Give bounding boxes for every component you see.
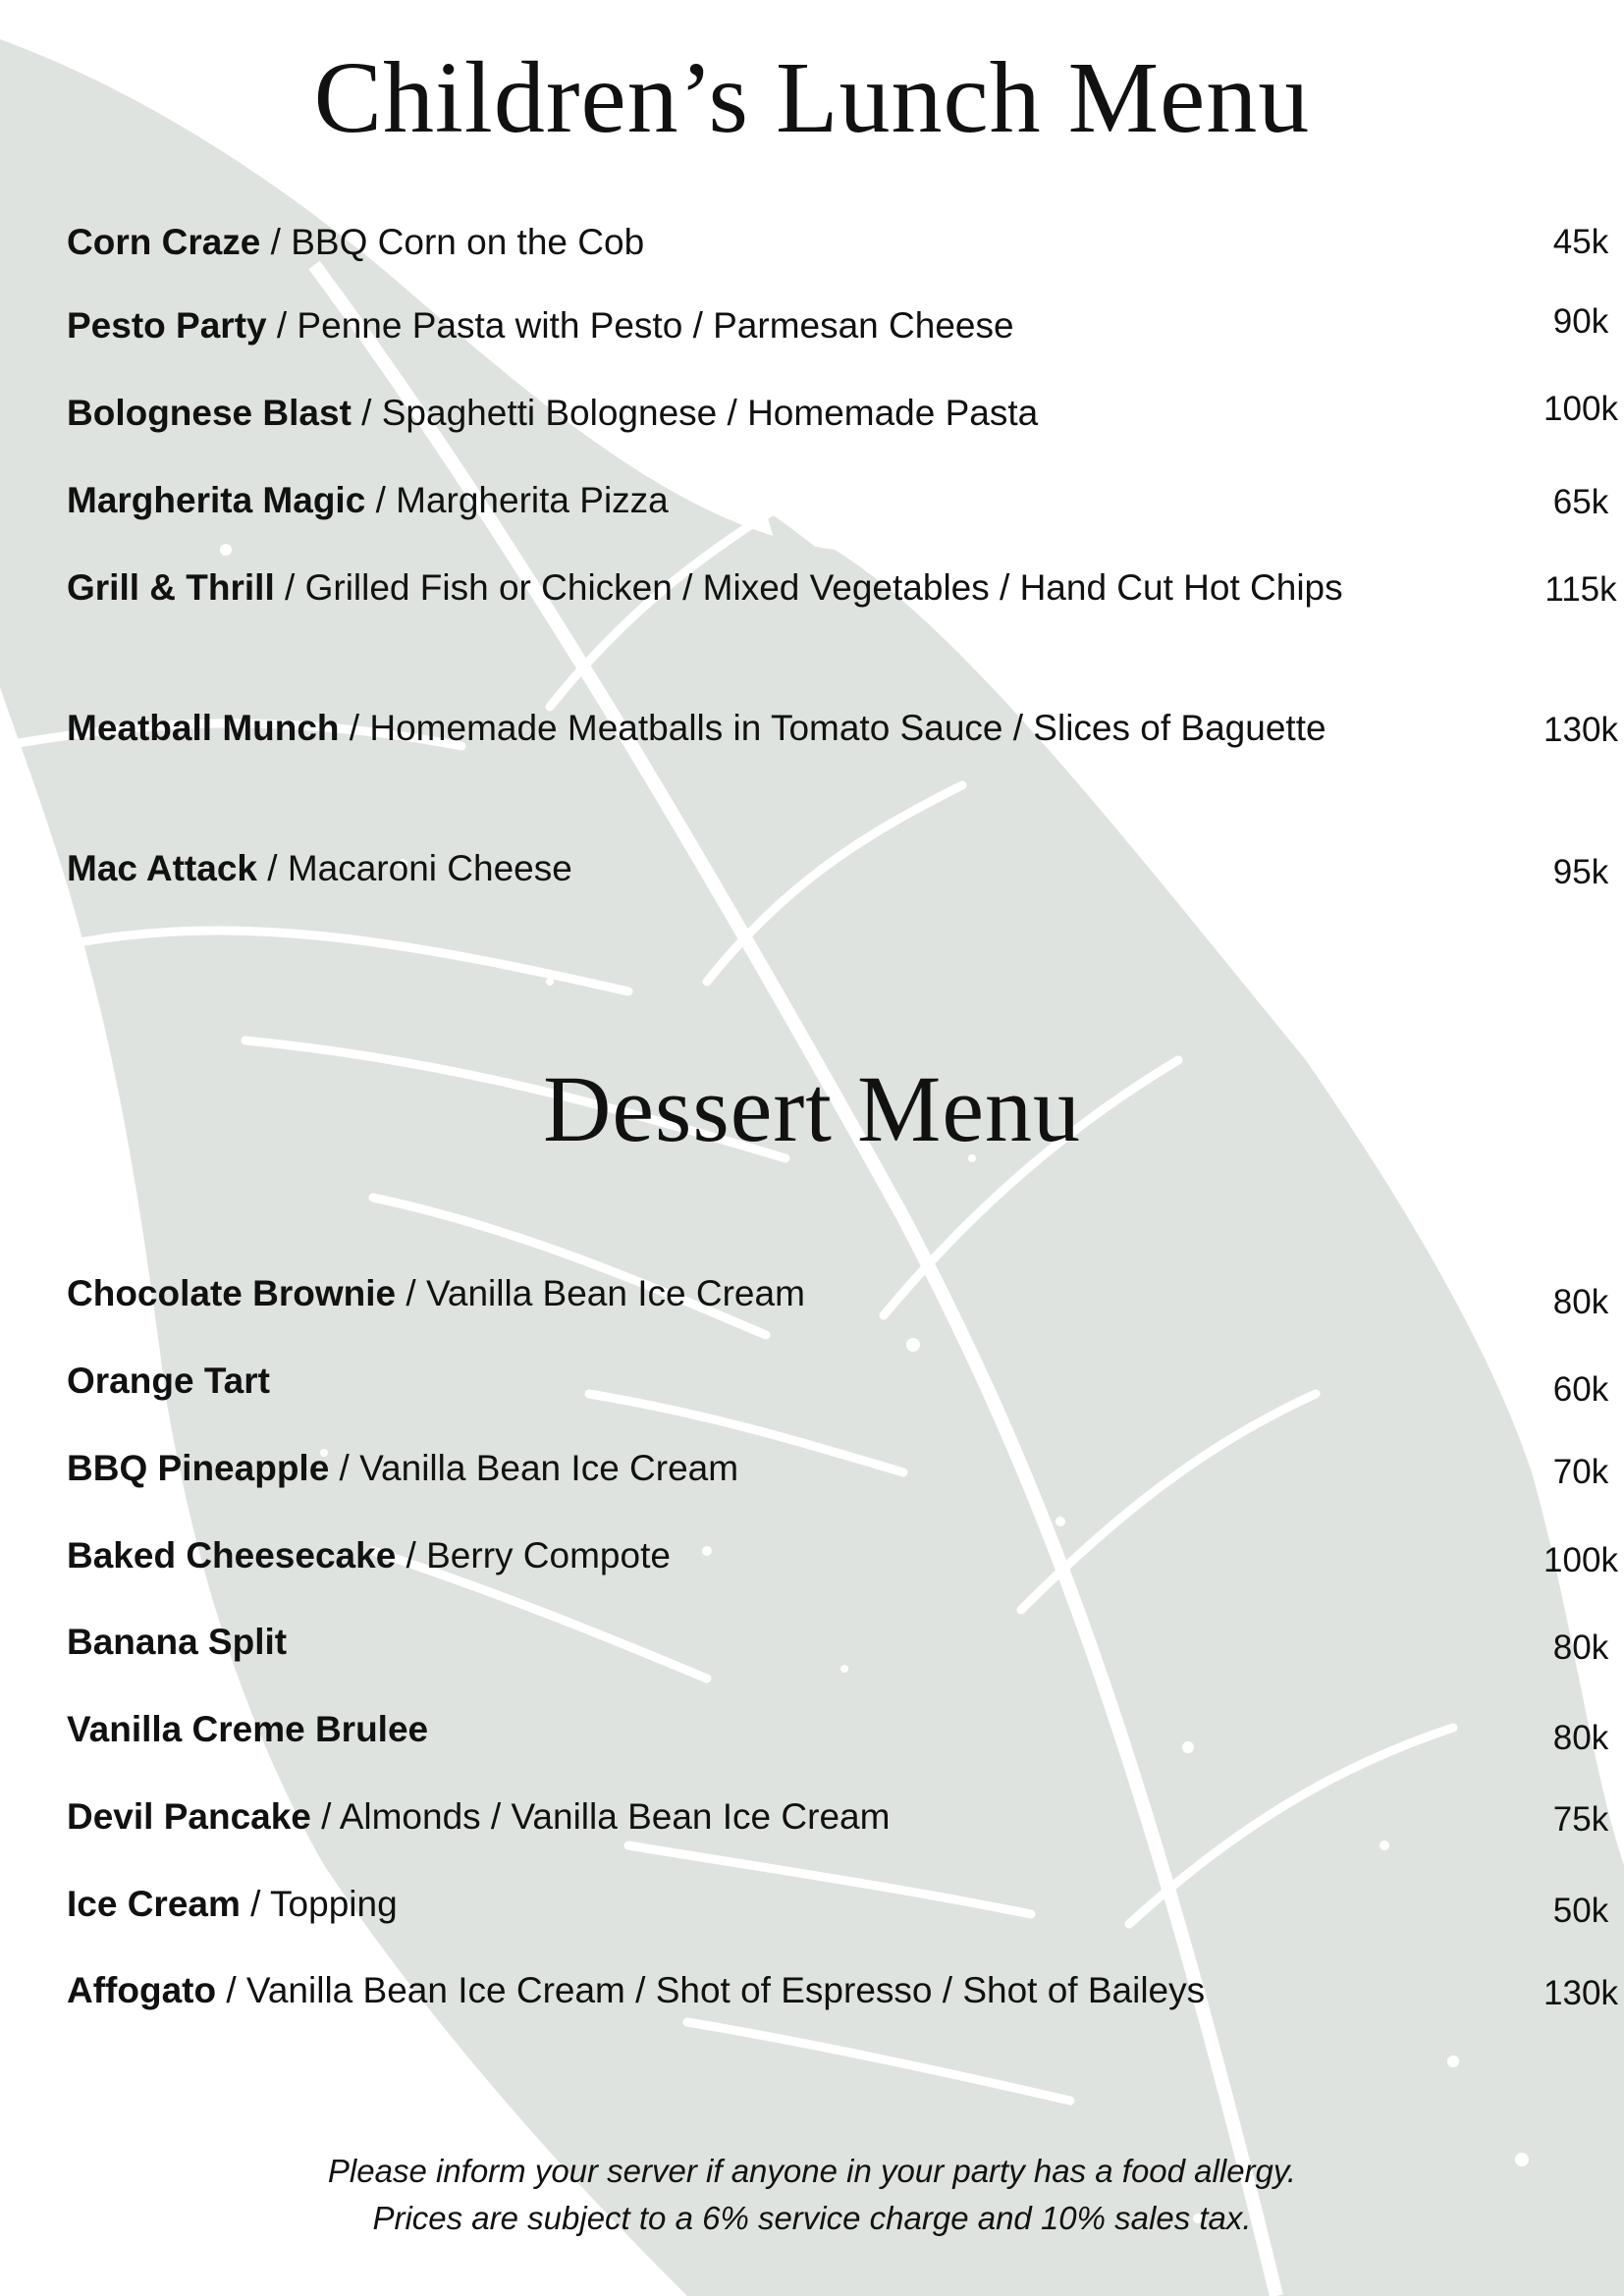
item-price: 115k [1544,570,1617,609]
item-name: Mac Attack [67,848,257,888]
dessert-item-vanilla-creme-brulee [67,1703,1609,1757]
item-price: 130k [1543,1974,1618,2012]
lunch-item-mac-attack [67,842,1609,894]
dessert-item-bbq-pineapple [67,1442,1609,1494]
item-name: Corn Craze [67,222,261,262]
lunch-menu-title: Children’s Lunch Menu [313,41,1311,154]
item-name: Meatball Munch [67,708,340,748]
item-price: 80k [1552,1283,1609,1321]
lunch-item-grill-thrill [67,561,1617,614]
dessert-item-devil-pancake [67,1790,1609,1842]
item-name: Chocolate Brownie [67,1273,397,1313]
item-price: 100k [1543,1541,1618,1579]
item-price: 50k [1552,1892,1609,1930]
lunch-item-pesto-party [67,299,1609,351]
item-name: BBQ Pineapple [67,1448,330,1488]
lunch-item-meatball-munch [67,702,1618,754]
item-name: Vanilla Creme Brulee [67,1709,429,1749]
item-price: 90k [1552,302,1609,341]
item-price: 80k [1552,1629,1609,1667]
dessert-item-banana-split [67,1616,1609,1668]
item-name: Grill & Thrill [67,567,275,608]
lunch-item-margherita-magic [67,474,1609,526]
item-price: 60k [1552,1370,1609,1409]
item-name: Affogato [67,1970,217,2010]
item-description: / Grilled Fish or Chicken / Mixed Vegetables / Hand Cut Hot Chips [274,567,1343,608]
item-name: Baked Cheesecake [67,1535,397,1575]
item-description: / Vanilla Bean Ice Cream / Shot of Espresso / Shot of Baileys [216,1970,1206,2010]
lunch-item-corn-craze [67,216,1609,268]
allergy-notice: Please inform your server if anyone in your party has a food allergy. [327,2153,1297,2189]
dessert-menu-title: Dessert Menu [543,1056,1081,1161]
item-name: Orange Tart [67,1361,270,1401]
item-name: Ice Cream [67,1884,241,1924]
item-price: 95k [1552,853,1609,891]
dessert-item-chocolate-brownie [67,1267,1609,1321]
item-name: Bolognese Blast [67,393,352,433]
item-name: Banana Split [67,1622,288,1662]
footer-note [0,2148,1624,2242]
item-name: Devil Pancake [67,1796,311,1837]
item-price: 65k [1552,483,1609,521]
item-description: / Almonds / Vanilla Bean Ice Cream [310,1796,891,1837]
item-price: 80k [1552,1719,1609,1757]
dessert-item-ice-cream [67,1878,1609,1930]
item-description: / Vanilla Bean Ice Cream [396,1273,805,1313]
item-description: / Margherita Pizza [365,480,669,520]
item-price: 130k [1543,711,1618,749]
dessert-item-orange-tart [67,1355,1609,1409]
item-description: / Macaroni Cheese [256,848,572,888]
item-description: / Berry Compote [396,1535,671,1575]
item-price: 75k [1552,1800,1609,1839]
item-description: / BBQ Corn on the Cob [260,222,645,262]
item-price: 100k [1543,390,1618,428]
item-name: Margherita Magic [67,480,366,520]
item-name: Pesto Party [67,305,267,346]
item-description: / Spaghetti Bolognese / Homemade Pasta [351,393,1039,433]
dessert-item-affogato [67,1964,1618,2016]
service-charge-notice: Prices are subject to a 6% service charge and 10% sales tax. [372,2200,1252,2236]
item-description: / Penne Pasta with Pesto / Parmesan Cheese [266,305,1014,346]
item-description: / Topping [240,1884,398,1924]
lunch-item-bolognese-blast [67,387,1618,439]
dessert-item-baked-cheesecake [67,1529,1618,1581]
item-description: / Homemade Meatballs in Tomato Sauce / Slices of Baguette [339,708,1326,748]
item-description: / Vanilla Bean Ice Cream [329,1448,739,1488]
item-price: 45k [1552,223,1609,261]
item-price: 70k [1552,1453,1609,1491]
